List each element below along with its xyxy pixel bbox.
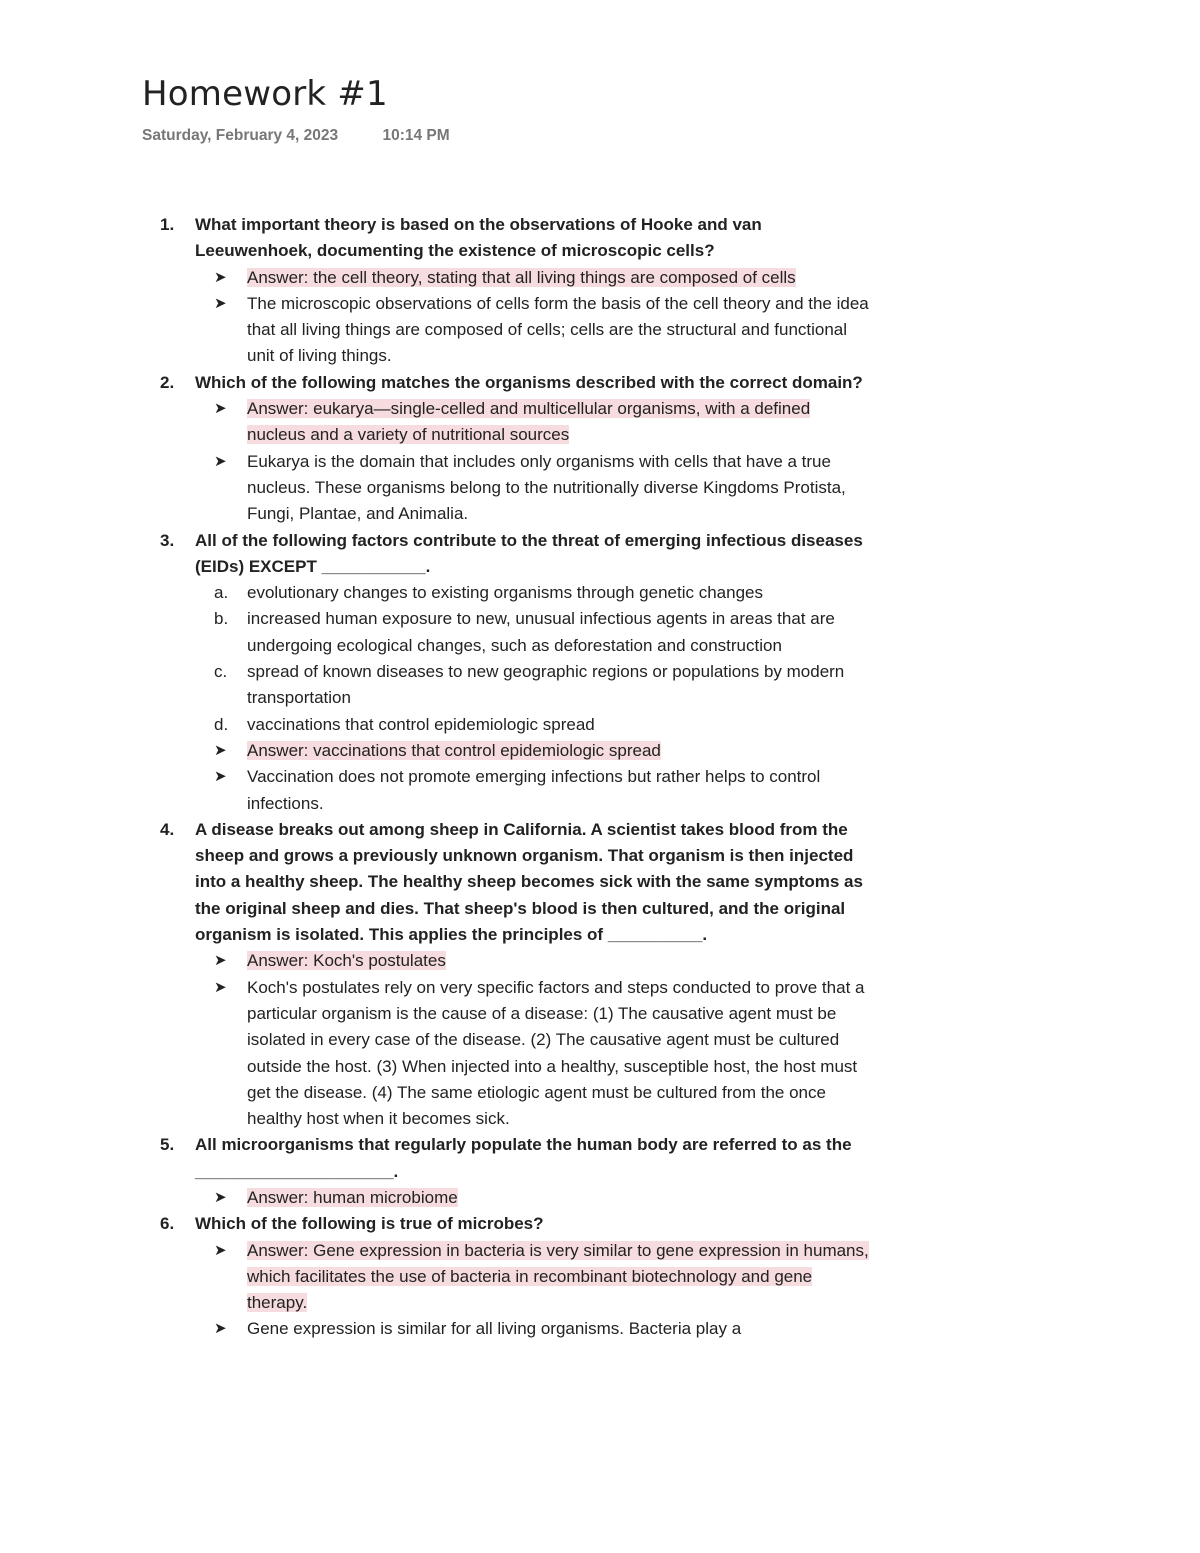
option-b [214,606,872,659]
arrowhead-bullet-icon: ➤ [214,768,227,786]
answer-text: Answer: vaccinations that control epidemiologic spread [247,740,661,760]
answer-item [214,396,872,449]
arrowhead-bullet-icon: ➤ [214,400,227,418]
option-text: increased human exposure to new, unusual infectious agents in areas that are undergoing ecological changes, such as deforestation and construction [247,609,835,655]
option-text: evolutionary changes to existing organisms through genetic changes [247,583,763,603]
option-letter: b. [214,609,229,629]
arrowhead-bullet-icon: ➤ [214,978,227,996]
explanation-text: Eukarya is the domain that includes only organisms with cells that have a true nucleus. These organisms belong to the nutritionally diverse Kingdoms Protista, Fungi, Plantae, and Animalia. [247,451,846,524]
answer-item [214,1238,872,1317]
explanation-text: Gene expression is similar for all living organisms. Bacteria play a [247,1319,742,1339]
explanation-item [214,291,872,370]
question-number: 3. [160,530,175,550]
page-title: Homework #1 [142,74,388,114]
question-number: 4. [160,819,175,839]
question-text: A disease breaks out among sheep in California. A scientist takes blood from the sheep and grows a previously unknown organism. That organism is then injected into a healthy sheep. The healthy sheep becomes sick with the same symptoms as the original sheep and dies. That sheep's blood is then cultured, and the original organism is isolated. This applies the principles of __________. [195,819,863,945]
answer-text: Answer: Koch's postulates [247,951,446,971]
page-date: Saturday, February 4, 2023 [142,127,339,144]
option-letter: c. [214,662,228,682]
question-4 [142,817,872,948]
arrowhead-bullet-icon: ➤ [214,741,227,759]
question-list [142,212,872,1343]
option-a [214,580,872,606]
answer-text: Answer: eukarya—single-celled and multicellular organisms, with a defined nucleus and a variety of nutritional sources [247,399,811,445]
option-text: spread of known diseases to new geographic regions or populations by modern transportation [247,662,845,708]
arrowhead-bullet-icon: ➤ [214,1188,227,1206]
answer-item [214,1185,872,1211]
question-3 [142,528,872,581]
arrowhead-bullet-icon: ➤ [214,294,227,312]
question-5 [142,1132,872,1185]
arrowhead-bullet-icon: ➤ [214,452,227,470]
explanation-item [214,975,872,1133]
arrowhead-bullet-icon: ➤ [214,268,227,286]
answer-item [214,265,872,291]
explanation-item [214,764,872,817]
page-time: 10:14 PM [382,127,450,144]
option-letter: d. [214,714,229,734]
question-number: 6. [160,1214,175,1234]
option-c [214,659,872,712]
question-6 [142,1211,872,1237]
answer-text: Answer: human microbiome [247,1187,458,1207]
explanation-item [214,1316,872,1342]
option-letter: a. [214,583,229,603]
option-d [214,712,872,738]
arrowhead-bullet-icon: ➤ [214,1241,227,1259]
question-text: What important theory is based on the observations of Hooke and van Leeuwenhoek, documenting the existence of microscopic cells? [195,215,762,261]
explanation-text: The microscopic observations of cells form the basis of the cell theory and the idea that all living things are composed of cells; cells are the structural and functional unit of living things. [247,293,869,366]
question-text: All microorganisms that regularly populate the human body are referred to as the _____________________. [195,1135,852,1181]
question-2 [142,370,872,396]
question-number: 1. [160,215,175,234]
answer-item [214,738,872,764]
answer-text: Answer: Gene expression in bacteria is very similar to gene expression in humans, which facilitates the use of bacteria in recombinant biotechnology and gene therapy. [247,1240,869,1313]
arrowhead-bullet-icon: ➤ [214,952,227,970]
question-1 [142,212,872,265]
arrowhead-bullet-icon: ➤ [214,1320,227,1338]
explanation-item [214,449,872,528]
question-text: Which of the following is true of microbes? [195,1214,544,1234]
answer-item [214,948,872,974]
question-text: Which of the following matches the organisms described with the correct domain? [195,372,863,392]
question-number: 5. [160,1135,175,1155]
explanation-text: Vaccination does not promote emerging infections but rather helps to control infections. [247,767,821,813]
page-timestamp [142,127,450,145]
explanation-text: Koch's postulates rely on very specific factors and steps conducted to prove that a particular organism is the cause of a disease: (1) The causative agent must be isolated in every case of the disease. (2) The causative agent must be cultured outside the host. (3) When injected into a healthy, susceptible host, the host must get the disease. (4) The same etiologic agent must be cultured from the once healthy host when it becomes sick. [247,977,865,1129]
answer-text: Answer: the cell theory, stating that all living things are composed of cells [247,267,796,287]
question-number: 2. [160,372,175,392]
question-text: All of the following factors contribute to the threat of emerging infectious diseases (EIDs) EXCEPT ___________. [195,530,863,576]
option-text: vaccinations that control epidemiologic spread [247,714,595,734]
